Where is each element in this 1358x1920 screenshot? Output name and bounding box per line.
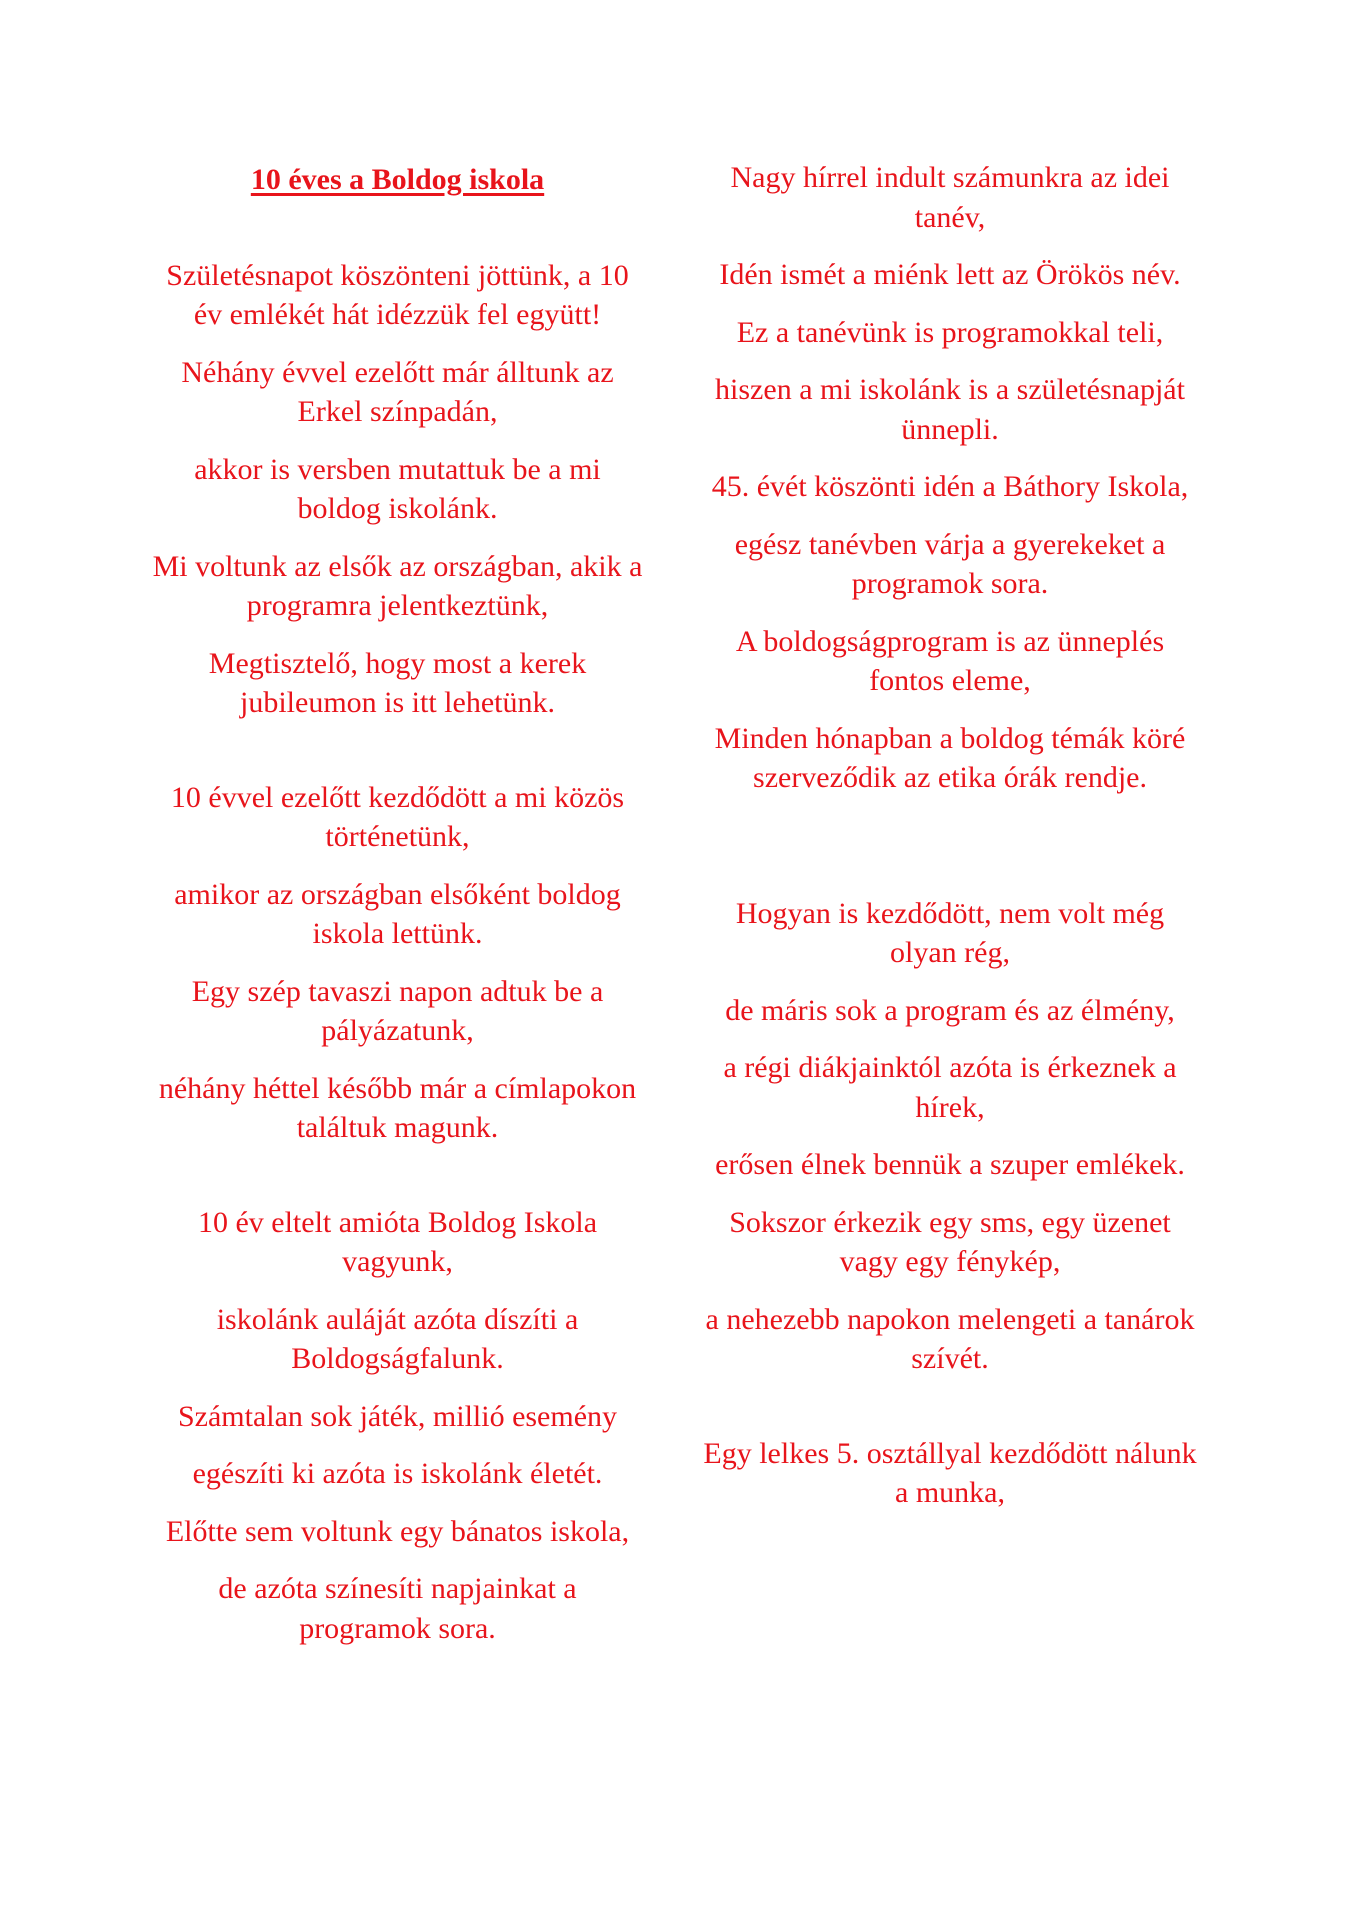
verse-line: Sokszor érkezik egy sms, egy üzenet vagy egy fénykép, bbox=[729, 1205, 1171, 1278]
stanza-gap bbox=[700, 1397, 1200, 1434]
verse-line: Számtalan sok játék, millió esemény bbox=[177, 1399, 618, 1433]
poem-title: 10 éves a Boldog iskola bbox=[250, 163, 545, 196]
stanza-1 bbox=[150, 256, 645, 723]
verse-line: 45. évét köszönti idén a Báthory Iskola, bbox=[711, 470, 1189, 503]
stanza-gap bbox=[150, 1166, 645, 1203]
stanza-5 bbox=[700, 894, 1200, 1379]
verse-line: Hogyan is kezdődött, nem volt még olyan rég, bbox=[735, 896, 1165, 969]
verse-line: akkor is versben mutattuk be a mi boldog iskolánk. bbox=[194, 452, 601, 525]
verse-line: Néhány évvel ezelőtt már álltunk az Erkel színpadán, bbox=[181, 355, 614, 428]
left-column bbox=[150, 160, 645, 1666]
verse-line: Minden hónapban a boldog témák köré szerveződik az etika órák rendje. bbox=[714, 721, 1186, 794]
verse-line: hiszen a mi iskolánk is a születésnapját ünnepli. bbox=[715, 373, 1185, 446]
verse-line: amikor az országban elsőként boldog iskola lettünk. bbox=[174, 877, 621, 950]
stanza-gap bbox=[700, 816, 1200, 894]
verse-line: Idén ismét a miénk lett az Örökös név. bbox=[719, 258, 1181, 291]
verse-line: Egy szép tavaszi napon adtuk be a pályázatunk, bbox=[191, 974, 604, 1047]
verse-line: erősen élnek bennük a szuper emlékek. bbox=[715, 1148, 1185, 1181]
stanza-6 bbox=[700, 1434, 1200, 1513]
verse-line: 10 évvel ezelőtt kezdődött a mi közös történetünk, bbox=[170, 780, 625, 853]
stanza-2 bbox=[150, 778, 645, 1148]
verse-line: 10 év eltelt amióta Boldog Iskola vagyunk, bbox=[197, 1205, 598, 1278]
stanza-3 bbox=[150, 1203, 645, 1649]
verse-line: Megtisztelő, hogy most a kerek jubileumon is itt lehetünk. bbox=[208, 646, 587, 719]
verse-line: Mi voltunk az elsők az országban, akik a programra jelentkeztünk, bbox=[152, 549, 643, 622]
stanza-4 bbox=[700, 158, 1200, 798]
verse-line: Előtte sem voltunk egy bánatos iskola, bbox=[165, 1514, 630, 1548]
verse-line: a nehezebb napokon melengeti a tanárok szívét. bbox=[705, 1302, 1195, 1375]
verse-line: Ez a tanévünk is programokkal teli, bbox=[736, 315, 1164, 349]
verse-line: egész tanévben várja a gyerekeket a programok sora. bbox=[734, 527, 1166, 600]
verse-line: de azóta színesíti napjainkat a programok sora. bbox=[218, 1572, 577, 1645]
verse-line: iskolánk auláját azóta díszíti a Boldogságfalunk. bbox=[216, 1302, 579, 1375]
right-column bbox=[700, 158, 1200, 1531]
verse-line: Születésnapot köszönteni jöttünk, a 10 év emlékét hát idézzük fel együtt! bbox=[166, 258, 629, 331]
verse-line: Egy lelkes 5. osztállyal kezdődött nálunk a munka, bbox=[703, 1436, 1197, 1509]
verse-line: de máris sok a program és az élmény, bbox=[725, 993, 1175, 1027]
verse-line: A boldogságprogram is az ünneplés fontos eleme, bbox=[735, 624, 1165, 697]
verse-line: néhány héttel később már a címlapokon találtuk magunk. bbox=[158, 1071, 637, 1144]
stanza-gap bbox=[150, 741, 645, 778]
verse-line: Nagy hírrel indult számunkra az idei tanév, bbox=[730, 161, 1170, 234]
verse-line: a régi diákjainktól azóta is érkeznek a hírek, bbox=[723, 1051, 1177, 1124]
verse-line: egészíti ki azóta is iskolánk életét. bbox=[192, 1457, 603, 1490]
